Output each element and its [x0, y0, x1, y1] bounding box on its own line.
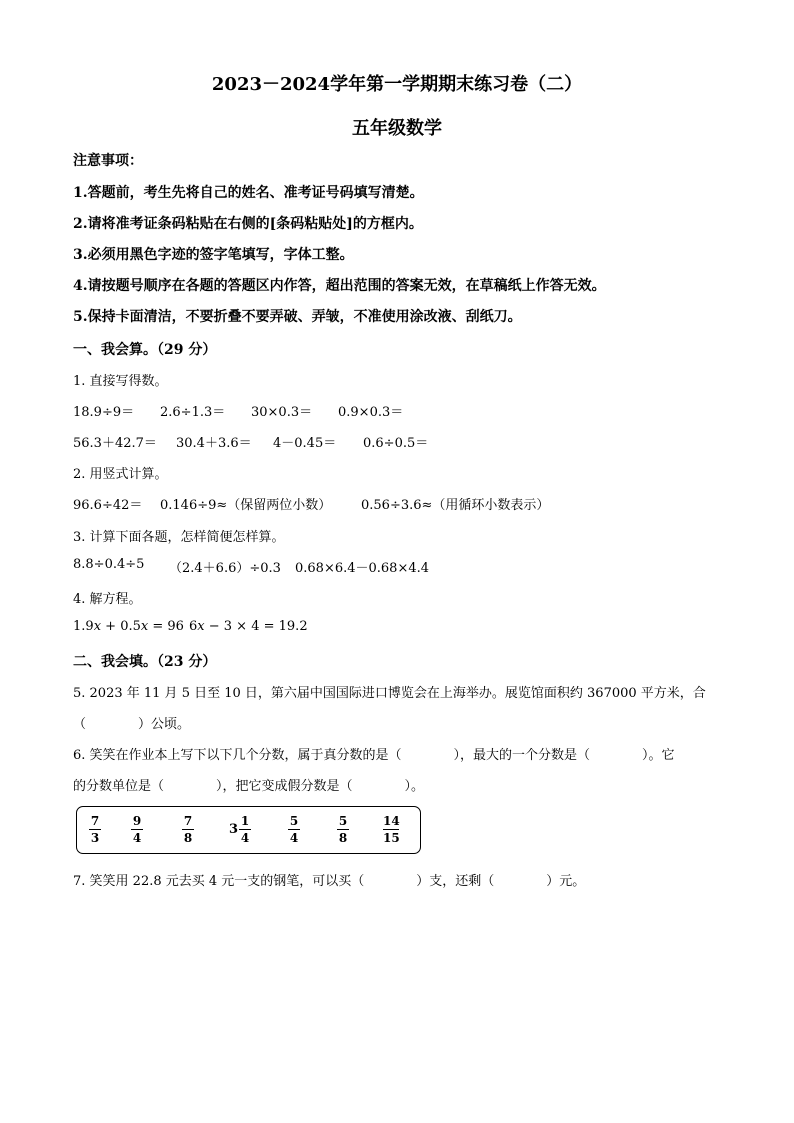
notice-item-1: 1.答题前，考生先将自己的姓名、准考证号码填写清楚。 — [73, 185, 424, 201]
expression: 0.9×0.3＝ — [338, 405, 404, 420]
expression: 30.4＋3.6＝ — [176, 436, 252, 451]
fraction: 14 15 — [383, 814, 400, 845]
fraction-box — [76, 806, 421, 854]
question-6-line-1: 6. 笑笑在作业本上写下以下几个分数，属于真分数的是（ ），最大的一个分数是（ ）。它 — [73, 748, 675, 763]
notice-item-4: 4.请按题号顺序在各题的答题区内作答，超出范围的答案无效，在草稿纸上作答无效。 — [73, 278, 606, 294]
exam-title: 2023－2024学年第一学期期末练习卷（二） — [211, 74, 583, 95]
expression: 0.6÷0.5＝ — [363, 436, 429, 451]
expression: 4－0.45＝ — [273, 436, 337, 451]
expression: 0.68×6.4－0.68×4.4 — [295, 561, 430, 576]
question-7: 7. 笑笑用 22.8 元去买 4 元一支的钢笔，可以买（ ）支，还剩（ ）元。 — [73, 874, 586, 889]
exam-subtitle: 五年级数学 — [352, 118, 442, 139]
fraction: 7 3 — [90, 814, 100, 845]
mixed-number: 3 $\frac{1}{4}$ — [229, 814, 250, 845]
section-2-heading: 二、我会填。（23 分） — [73, 654, 217, 670]
expression: 96.6÷42＝ — [73, 498, 143, 513]
expression: 2.6÷1.3＝ — [160, 405, 226, 420]
question-5-line-1: 5. 2023 年 11 月 5 日至 10 日，第六届中国国际进口博览会在上海举办。展览馆面积约 367000 平方米，合 — [73, 686, 706, 701]
fraction: 9 4 — [132, 814, 142, 845]
expression: （2.4＋6.6）÷0.3 — [169, 561, 281, 576]
question-2-label: 2. 用竖式计算。 — [73, 467, 168, 482]
question-3-label: 3. 计算下面各题，怎样简便怎样算。 — [73, 530, 285, 545]
expression: 0.56÷3.6≈（用循环小数表示） — [361, 498, 550, 513]
expression: 30×0.3＝ — [251, 405, 313, 420]
notice-item-3: 3.必须用黑色字迹的签字笔填写，字体工整。 — [73, 247, 354, 263]
equation-2: 6x − 3 × 4 = 19.2 — [189, 619, 308, 634]
fraction: 7 8 — [183, 814, 193, 845]
expression: 56.3＋42.7＝ — [73, 436, 157, 451]
fraction: 5 8 — [338, 814, 348, 845]
question-1-label: 1. 直接写得数。 — [73, 374, 168, 389]
expression: 18.9÷9＝ — [73, 405, 135, 420]
notice-item-5: 5.保持卡面清洁，不要折叠不要弄破、弄皱，不准使用涂改液、刮纸刀。 — [73, 309, 522, 325]
expression: 8.8÷0.4÷5 — [73, 557, 145, 572]
question-4-label: 4. 解方程。 — [73, 592, 142, 607]
question-5-line-2: （ ）公顷。 — [73, 717, 191, 732]
notice-item-2: 2.请将准考证条码粘贴在右侧的[条码粘贴处]的方框内。 — [73, 216, 423, 232]
equation-1: 1.9x + 0.5x = 96 — [73, 619, 184, 634]
question-6-line-2: 的分数单位是（ ），把它变成假分数是（ ）。 — [73, 779, 425, 794]
fraction: 5 4 — [289, 814, 299, 845]
section-1-heading: 一、我会算。（29 分） — [73, 342, 217, 358]
notice-heading: 注意事项： — [73, 153, 143, 169]
expression: 0.146÷9≈（保留两位小数） — [160, 498, 332, 513]
